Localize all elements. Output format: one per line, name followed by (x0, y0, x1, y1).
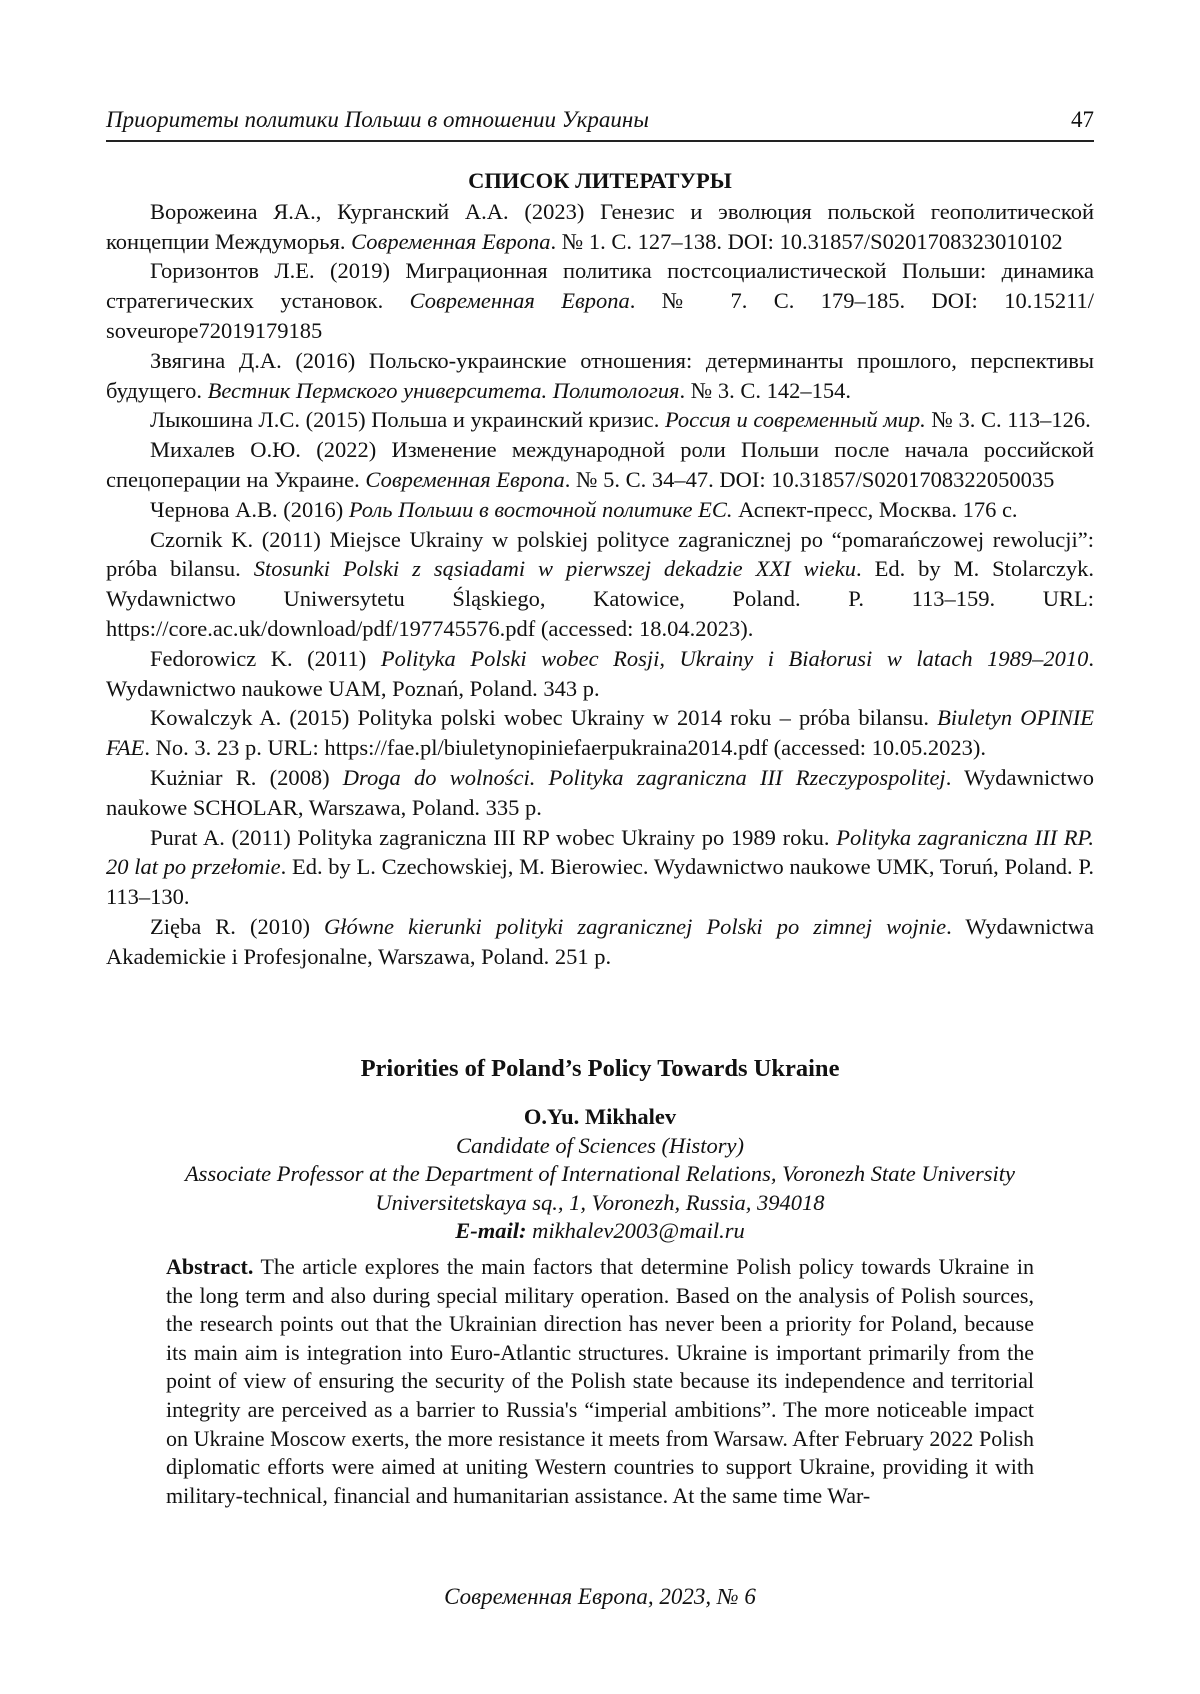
reference-text: Чернова А.В. (2016) (150, 496, 349, 522)
reference-source: Główne kierunki polityki zagranicznej Polski po zimnej wojnie (324, 913, 947, 939)
reference-details: . Wydawnictwa Akademickie i Profesjonalne, Warszawa, Poland. 251 p. (106, 913, 1094, 969)
reference-text: Ворожеина Я.А., Курганский А.А. (2023) Генезис и эволюция польской геополитической концепции Междуморья. (106, 198, 1094, 254)
reference-item (106, 525, 1094, 644)
reference-source: Biuletyn OPINIE FAE (106, 705, 1094, 761)
author-address: Universitetskaya sq., 1, Voronezh, Russia, 394018 (375, 1189, 825, 1215)
reference-source: Polityka zagraniczna III RP. 20 lat po przełomie (106, 824, 1094, 880)
reference-source: Stosunki Polski z sąsiadami w pierwszej dekadzie XXI wieku (253, 556, 856, 582)
reference-text: Kużniar R. (2008) (150, 764, 343, 790)
reference-details: . № 1. С. 127–138. DOI: 10.31857/S0201708323010102 (550, 228, 1063, 254)
author-name: O.Yu. Mikhalev (523, 1104, 677, 1129)
reference-item (106, 644, 1094, 704)
reference-text: Михалев О.Ю. (2022) Изменение международной роли Польши после начала российской спецоперации на Украине. (106, 437, 1094, 492)
reference-text: Zięba R. (2010) (150, 913, 325, 939)
reference-details: . № 7. С. 179–185. DOI: 10.15211/ soveurope72019179185 (106, 288, 1094, 343)
author-block (106, 1103, 1094, 1246)
reference-details: . Ed. by M. Stolarczyk. Wydawnictwo Uniwersytetu Śląskiego, Katowice, Poland. P. 113–159. URL: https://core.ac.uk/download/pdf/197745576.pdf (accessed: 18.04.2023). (106, 556, 1094, 641)
reference-list (106, 166, 1094, 972)
reference-source: Россия и современный мир. (665, 407, 926, 433)
reference-item (106, 912, 1094, 972)
reference-source: Современная Европа (351, 228, 551, 254)
journal-footer: Современная Европа, 2023, № 6 (444, 1584, 756, 1609)
email-label: E-mail: (455, 1218, 527, 1243)
abstract (166, 1253, 1034, 1510)
reference-source: Polityka Polski wobec Rosji, Ukrainy i Białorusi w latach 1989–2010 (380, 645, 1089, 671)
reference-item (106, 346, 1094, 406)
abstract-text: The article explores the main factors that determine Polish policy towards Ukraine in the long term and also during special military operation. Based on the analysis of Polish sources, the research points out that the Ukrainian direction has never been a priority for Poland, because its main aim is integration into Euro-Atlantic structures. Ukraine is important primarily from the point of view of ensuring the security of the Polish state because its independence and territorial integrity are perceived as a barrier to Russia's “imperial ambitions”. The more noticeable impact on Ukraine Moscow exerts, the more resistance it meets from Warsaw. After February 2022 Polish diplomatic efforts were aimed at uniting Western countries to support Ukraine, providing it with military-technical, financial and humanitarian assistance. At the same time War- (166, 1254, 1034, 1508)
article-title: Priorities of Poland’s Policy Towards Ukraine (360, 1055, 840, 1082)
reference-source: Роль Польши в восточной политике ЕС. (348, 496, 733, 522)
reference-text: Звягина Д.А. (2016) Польско-украинские отношения: детерминанты прошлого, перспективы будущего. (106, 347, 1094, 403)
author-position: Associate Professor at the Department of International Relations, Voronezh State University (184, 1161, 1016, 1186)
reference-details: . No. 3. 23 p. URL: https://fae.pl/biuletynopiniefaerpukraina2014.pdf (accessed: 10.05.2023). (144, 735, 987, 761)
reference-details: . № 5. С. 34–47. DOI: 10.31857/S0201708322050035 (564, 466, 1055, 492)
reference-source: Droga do wolności. Polityka zagraniczna III Rzeczypospolitej (342, 764, 946, 790)
email-address: mikhalev2003@mail.ru (532, 1218, 745, 1243)
reference-source: Современная Европа (409, 288, 630, 314)
reference-details: № 3. С. 113–126. (925, 407, 1091, 433)
references-heading: СПИСОК ЛИТЕРАТУРЫ (468, 168, 732, 193)
running-header (106, 106, 1094, 142)
reference-text: Czornik K. (2011) Miejsce Ukrainy w polskiej polityce zagranicznej po “pomarańczowej rewolucji”: próba bilansu. (106, 526, 1094, 582)
author-degree: Candidate of Sciences (History) (455, 1132, 745, 1158)
reference-text: Kowalczyk A. (2015) Polityka polski wobec Ukrainy w 2014 roku – próba bilansu. (150, 705, 938, 731)
reference-item (106, 256, 1094, 345)
reference-details: . Ed. by L. Czechowskiej, M. Bierowiec. Wydawnictwo naukowe UMK, Toruń, Poland. P. 113–130. (106, 854, 1094, 910)
reference-item (106, 703, 1094, 763)
reference-text: Горизонтов Л.Е. (2019) Миграционная политика постсоциалистической Польши: динамика стратегических установок. (106, 258, 1094, 314)
reference-source: Вестник Пермского университета. Политология (207, 377, 680, 403)
reference-item (106, 197, 1094, 257)
reference-text: Purat A. (2011) Polityka zagraniczna III RP wobec Ukrainy po 1989 roku. (150, 824, 837, 850)
reference-details: . Wydawnictwo naukowe UAM, Poznań, Poland. 343 p. (106, 645, 1094, 701)
reference-item (106, 405, 1094, 435)
reference-details: . № 3. С. 142–154. (679, 377, 851, 403)
reference-text: Fedorowicz K. (2011) (150, 645, 381, 671)
reference-text: Лыкошина Л.С. (2015) Польша и украинский кризис. (150, 407, 665, 433)
reference-source: Современная Европа (365, 466, 565, 492)
reference-item (106, 763, 1094, 823)
reference-details: Аспект-пресс, Москва. 176 с. (732, 496, 1018, 522)
reference-item (106, 435, 1094, 495)
author-email-line (106, 1217, 1094, 1246)
reference-items (106, 197, 1094, 972)
reference-item (106, 823, 1094, 912)
abstract-label: Abstract. (166, 1254, 254, 1279)
page-number: 47 (1071, 107, 1094, 132)
reference-item (106, 495, 1094, 525)
reference-details: . Wydawnictwo naukowe SCHOLAR, Warszawa, Poland. 335 p. (106, 764, 1095, 820)
running-title: Приоритеты политики Польши в отношении Украины (106, 107, 649, 132)
